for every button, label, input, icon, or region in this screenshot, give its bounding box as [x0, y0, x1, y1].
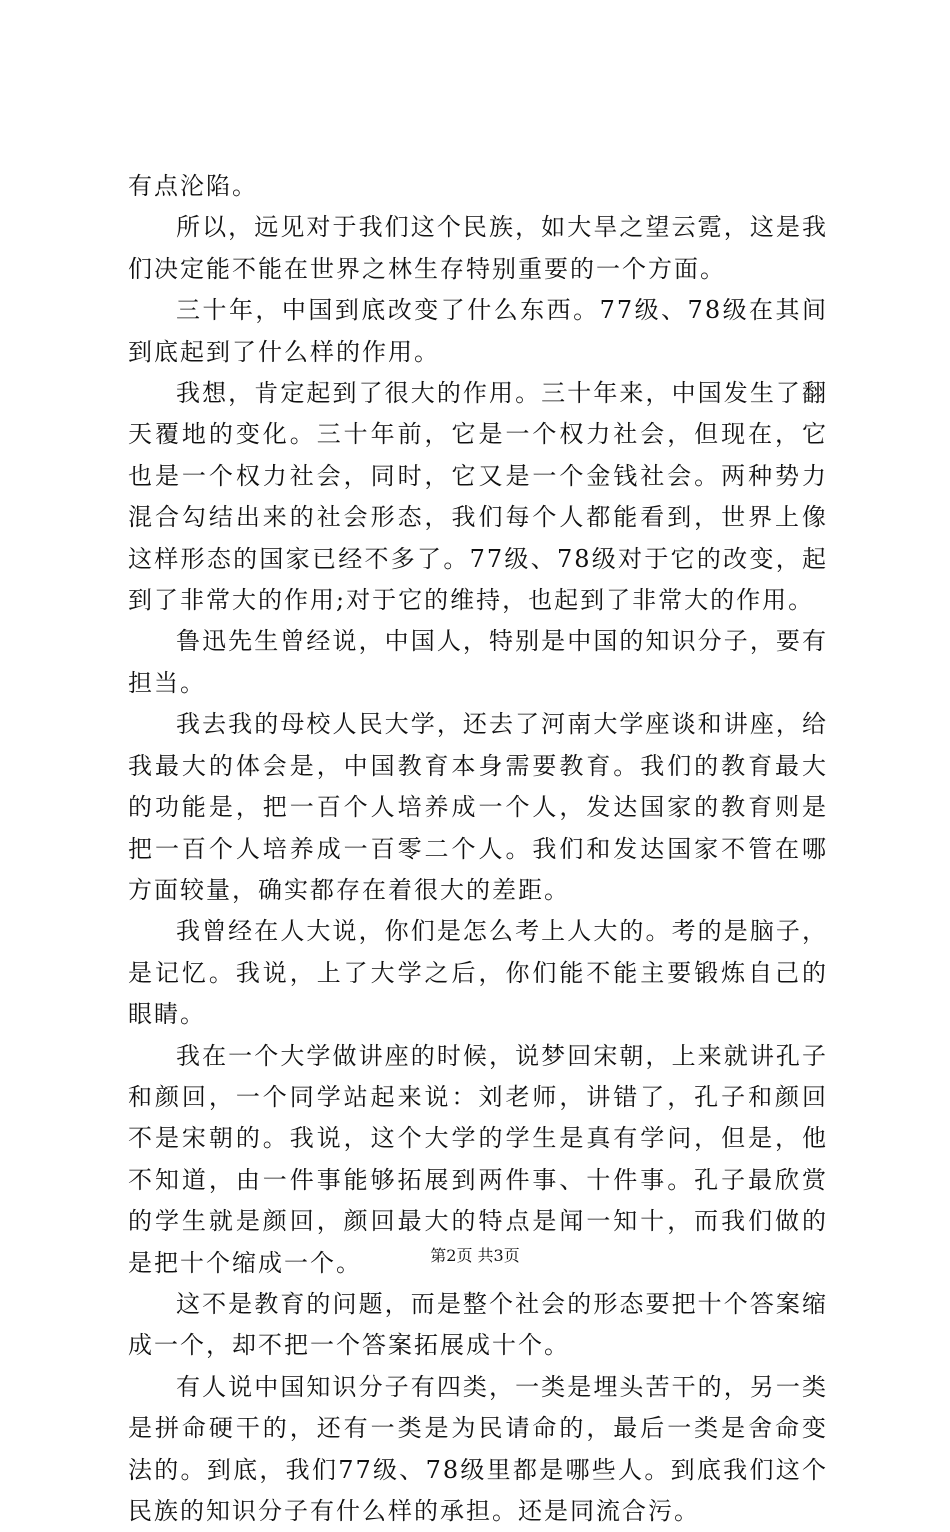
paragraph: 我想，肯定起到了很大的作用。三十年来，中国发生了翻天覆地的变化。三十年前，它是一个权力社会，但现在，它也是一个权力社会，同时，它又是一个金钱社会。两种势力混合勾结出来的社会形态，我们每个人都能看到，世界上像这样形态的国家已经不多了。77级、78级对于它的改变，起到了非常大的作用;对于它的维持，也起到了非常大的作用。 [128, 379, 828, 615]
page-number-label: 第2页 共3页 [430, 1246, 520, 1265]
paragraph: 这不是教育的问题，而是整个社会的形态要把十个答案缩成一个，却不把一个答案拓展成十个。 [128, 1289, 828, 1360]
paragraph: 鲁迅先生曾经说，中国人，特别是中国的知识分子，要有担当。 [128, 627, 828, 697]
paragraph: 我在一个大学做讲座的时候，说梦回宋朝，上来就讲孔子和颜回，一个同学站起来说：刘老师，讲错了，孔子和颜回不是宋朝的。我说，这个大学的学生是真有学问，但是，他不知道，由一件事能够拓展到两件事、十件事。孔子最欣赏的学生就是颜回，颜回最大的特点是闻一知十，而我们做的是把十个缩成一个。 [128, 1041, 828, 1277]
paragraph: 有人说中国知识分子有四类，一类是埋头苦干的，另一类是拼命硬干的，还有一类是为民请命的，最后一类是舍命变法的。到底，我们77级、78级里都是哪些人。到底我们这个民族的知识分子有什么样的承担。还是同流合污。 [128, 1372, 828, 1525]
paragraph: 三十年，中国到底改变了什么东西。77级、78级在其间到底起到了什么样的作用。 [128, 296, 828, 366]
page-footer [0, 1244, 950, 1268]
paragraph: 我去我的母校人民大学，还去了河南大学座谈和讲座，给我最大的体会是，中国教育本身需要教育。我们的教育最大的功能是，把一百个人培养成一个人，发达国家的教育则是把一百个人培养成一百零二个人。我们和发达国家不管在哪方面较量，确实都存在着很大的差距。 [128, 710, 828, 904]
paragraph: 我曾经在人大说，你们是怎么考上人大的。考的是脑子，是记忆。我说，上了大学之后，你们能不能主要锻炼自己的眼睛。 [128, 917, 828, 1029]
document-body [128, 166, 828, 1532]
paragraph: 有点沦陷。 [128, 172, 258, 200]
paragraph: 所以，远见对于我们这个民族，如大旱之望云霓，这是我们决定能不能在世界之林生存特别重要的一个方面。 [128, 213, 828, 283]
